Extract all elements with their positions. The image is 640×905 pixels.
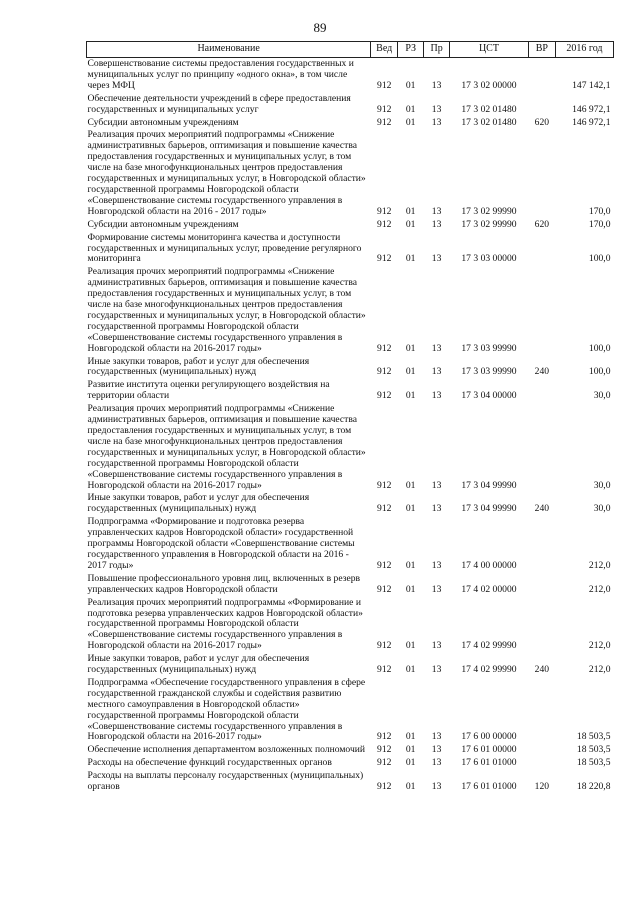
cell-rz: 01 — [405, 103, 416, 115]
cell-ved: 912 — [377, 757, 392, 769]
column-header-ved: Вед — [371, 42, 398, 58]
cell-rz: 01 — [405, 744, 416, 756]
cell-ved: 912 — [377, 640, 392, 652]
cell-amount: 30,0 — [593, 503, 611, 515]
table-row — [87, 757, 614, 770]
cell-name: Иные закупки товаров, работ и услуг для обеспечения государственных (муниципальных) нужд — [87, 492, 310, 515]
table-row — [87, 573, 614, 597]
cell-name: Развитие института оценки регулирующего воздействия на территории области — [87, 379, 330, 402]
cell-amount: 30,0 — [593, 479, 611, 491]
cell-vr — [528, 379, 555, 403]
column-header-year: 2016 год — [555, 42, 613, 58]
cell-amount: 146 972,1 — [572, 103, 611, 115]
cell-cst: 17 3 02 01480 — [461, 103, 517, 115]
table-header-row — [87, 42, 614, 58]
cell-vr — [528, 677, 555, 744]
cell-name: Субсидии автономным учреждениям — [87, 218, 239, 230]
cell-pr: 13 — [431, 218, 442, 230]
cell-pr: 13 — [431, 781, 442, 793]
cell-amount: 18 503,5 — [576, 744, 611, 756]
cell-amount: 212,0 — [588, 640, 611, 652]
cell-cst: 17 3 04 99990 — [461, 503, 517, 515]
cell-pr: 13 — [431, 559, 442, 571]
cell-ved: 912 — [377, 103, 392, 115]
cell-amount: 100,0 — [588, 366, 611, 378]
cell-rz: 01 — [405, 503, 416, 515]
cell-ved: 912 — [377, 390, 392, 402]
cell-cst: 17 3 02 99990 — [461, 218, 517, 230]
cell-rz: 01 — [405, 731, 416, 743]
cell-cst: 17 3 04 00000 — [461, 390, 517, 402]
cell-rz: 01 — [405, 366, 416, 378]
cell-amount: 212,0 — [588, 559, 611, 571]
cell-amount: 30,0 — [593, 390, 611, 402]
cell-pr: 13 — [431, 390, 442, 402]
cell-ved: 912 — [377, 559, 392, 571]
cell-pr: 13 — [431, 116, 442, 128]
cell-pr: 13 — [431, 103, 442, 115]
cell-cst: 17 6 01 01000 — [461, 781, 517, 793]
cell-vr — [528, 93, 555, 117]
table-row — [87, 379, 614, 403]
cell-ved: 912 — [377, 664, 392, 676]
cell-name: Подпрограмма «Формирование и подготовка резерва управленческих кадров Новгородской области» государственной программы Новгородской области «Совершенствование системы государственного управления в Новгородской области на 2016 - 2017 годы» — [87, 516, 355, 571]
cell-vr: 240 — [534, 503, 550, 515]
cell-cst: 17 3 02 01480 — [461, 116, 517, 128]
cell-amount: 212,0 — [588, 664, 611, 676]
cell-name: Реализация прочих мероприятий подпрограммы «Снижение административных барьеров, оптимизация и повышение качества предоставления государственных и муниципальных услуг, в том числе на базе многофункциональных центров предоставления государственных и муниципальных услуг, в Новгородской области» государственной программы Новгородской области «Совершенствование системы государственного управления в Новгородской области на 2016-2017 годы» — [87, 266, 366, 354]
table-row — [87, 356, 614, 380]
cell-amount: 18 220,8 — [576, 781, 611, 793]
cell-pr: 13 — [431, 731, 442, 743]
cell-vr — [528, 744, 555, 757]
table-row — [87, 677, 614, 744]
cell-ved: 912 — [377, 503, 392, 515]
cell-cst: 17 4 02 99990 — [461, 664, 517, 676]
cell-name: Формирование системы мониторинга качества и доступности государственных и муниципальных услуг, проведение регулярного мониторинга — [87, 231, 362, 265]
cell-pr: 13 — [431, 479, 442, 491]
cell-rz: 01 — [405, 342, 416, 354]
cell-vr — [528, 266, 555, 355]
table-row — [87, 129, 614, 218]
cell-name: Подпрограмма «Обеспечение государственного управления в сфере государственной гражданской службы и содействия развитию местного самоуправления в Новгородской области» государственной программы Новгородской области «Совершенствование системы государственного управления в Новгородской области на 2016-2017 годы» — [87, 676, 366, 743]
table-row — [87, 93, 614, 117]
cell-cst: 17 6 00 00000 — [461, 731, 517, 743]
cell-pr: 13 — [431, 366, 442, 378]
cell-rz: 01 — [405, 640, 416, 652]
cell-pr: 13 — [431, 503, 442, 515]
cell-vr — [528, 516, 555, 573]
cell-vr — [528, 232, 555, 267]
cell-name: Повышение профессионального уровня лиц, включенных в резерв управленческих кадров Новгородской области — [87, 572, 361, 595]
table-row — [87, 492, 614, 516]
cell-cst: 17 3 03 99990 — [461, 366, 517, 378]
cell-ved: 912 — [377, 781, 392, 793]
cell-name: Совершенствование системы предоставления государственных и муниципальных услуг по принципу «одного окна», в том числе через МФЦ — [87, 58, 354, 91]
cell-cst: 17 4 00 00000 — [461, 559, 517, 571]
cell-rz: 01 — [405, 116, 416, 128]
table-row — [87, 597, 614, 654]
cell-ved: 912 — [377, 253, 392, 265]
cell-name: Обеспечение деятельности учреждений в сфере предоставления государственных и муниципальных услуг — [87, 92, 351, 115]
cell-rz: 01 — [405, 583, 416, 595]
cell-pr: 13 — [431, 253, 442, 265]
cell-rz: 01 — [405, 205, 416, 217]
cell-ved: 912 — [377, 342, 392, 354]
column-header-pr: Пр — [424, 42, 450, 58]
cell-pr: 13 — [431, 583, 442, 595]
cell-pr: 13 — [431, 205, 442, 217]
table-row — [87, 653, 614, 677]
cell-vr: 620 — [534, 116, 550, 128]
cell-vr — [528, 597, 555, 654]
cell-name: Иные закупки товаров, работ и услуг для обеспечения государственных (муниципальных) нужд — [87, 355, 310, 378]
cell-cst: 17 4 02 99990 — [461, 640, 517, 652]
cell-vr: 120 — [534, 781, 550, 793]
cell-amount: 212,0 — [588, 583, 611, 595]
column-header-rz: РЗ — [398, 42, 424, 58]
cell-vr — [528, 757, 555, 770]
cell-rz: 01 — [405, 757, 416, 769]
cell-vr — [528, 129, 555, 218]
cell-amount: 18 503,5 — [576, 757, 611, 769]
cell-name: Расходы на обеспечение функций государственных органов — [87, 757, 332, 769]
cell-ved: 912 — [377, 366, 392, 378]
cell-vr — [528, 573, 555, 597]
cell-amount: 146 972,1 — [572, 116, 611, 128]
cell-rz: 01 — [405, 781, 416, 793]
cell-rz: 01 — [405, 479, 416, 491]
cell-cst: 17 3 02 99990 — [461, 205, 517, 217]
table-body — [87, 58, 614, 795]
cell-pr: 13 — [431, 79, 442, 91]
cell-amount: 18 503,5 — [576, 731, 611, 743]
cell-name: Иные закупки товаров, работ и услуг для обеспечения государственных (муниципальных) нужд — [87, 653, 310, 676]
cell-ved: 912 — [377, 731, 392, 743]
cell-cst: 17 6 01 00000 — [461, 744, 517, 756]
column-header-vr: ВР — [528, 42, 555, 58]
table-row — [87, 266, 614, 355]
cell-name: Реализация прочих мероприятий подпрограммы «Снижение административных барьеров, оптимизация и повышение качества предоставления государственных и муниципальных услуг, в том числе на базе многофункциональных центров предоставления государственных и муниципальных услуг, в Новгородской области» государственной программы Новгородской области «Совершенствование системы государственного управления в Новгородской области на 2016 - 2017 годы» — [87, 129, 366, 217]
cell-ved: 912 — [377, 79, 392, 91]
table-row — [87, 770, 614, 794]
cell-vr: 240 — [534, 366, 550, 378]
cell-name: Реализация прочих мероприятий подпрограммы «Снижение административных барьеров, оптимизация и повышение качества предоставления государственных и муниципальных услуг, в том числе на базе многофункциональных центров предоставления государственных и муниципальных услуг, в Новгородской области» государственной программы Новгородской области «Совершенствование системы государственного управления в Новгородской области на 2016-2017 годы» — [87, 403, 366, 491]
cell-rz: 01 — [405, 559, 416, 571]
cell-rz: 01 — [405, 253, 416, 265]
table-row — [87, 117, 614, 130]
cell-amount: 147 142,1 — [572, 79, 611, 91]
cell-pr: 13 — [431, 640, 442, 652]
cell-ved: 912 — [377, 583, 392, 595]
cell-cst: 17 6 01 01000 — [461, 757, 517, 769]
cell-pr: 13 — [431, 342, 442, 354]
cell-amount: 170,0 — [588, 218, 611, 230]
cell-name: Субсидии автономным учреждениям — [87, 116, 239, 128]
table-row — [87, 516, 614, 573]
cell-cst: 17 4 02 00000 — [461, 583, 517, 595]
cell-cst: 17 3 03 00000 — [461, 253, 517, 265]
cell-name: Расходы на выплаты персоналу государственных (муниципальных) органов — [87, 770, 364, 793]
cell-cst: 17 3 02 00000 — [461, 79, 517, 91]
cell-vr: 620 — [534, 218, 550, 230]
budget-table — [86, 41, 614, 794]
column-header-name: Наименование — [87, 42, 371, 58]
cell-name: Обеспечение исполнения департаментом возложенных полномочий — [87, 744, 366, 756]
cell-ved: 912 — [377, 744, 392, 756]
cell-ved: 912 — [377, 218, 392, 230]
cell-vr: 240 — [534, 664, 550, 676]
column-header-cst: ЦСТ — [450, 42, 529, 58]
cell-cst: 17 3 04 99990 — [461, 479, 517, 491]
table-row — [87, 219, 614, 232]
cell-vr — [528, 403, 555, 492]
cell-ved: 912 — [377, 205, 392, 217]
cell-pr: 13 — [431, 757, 442, 769]
table-row — [87, 744, 614, 757]
table-row — [87, 58, 614, 93]
cell-rz: 01 — [405, 79, 416, 91]
page-number: 89 — [313, 20, 327, 35]
cell-vr — [528, 58, 555, 93]
cell-rz: 01 — [405, 390, 416, 402]
cell-rz: 01 — [405, 218, 416, 230]
cell-name: Реализация прочих мероприятий подпрограммы «Формирование и подготовка резерва управленческих кадров Новгородской области» государственной программы Новгородской области «Совершенствование системы государственного управления в Новгородской области на 2016-2017 годы» — [87, 596, 363, 652]
cell-amount: 100,0 — [588, 253, 611, 265]
cell-amount: 170,0 — [588, 205, 611, 217]
table-row — [87, 232, 614, 267]
cell-rz: 01 — [405, 664, 416, 676]
cell-amount: 100,0 — [588, 342, 611, 354]
cell-ved: 912 — [377, 479, 392, 491]
cell-pr: 13 — [431, 744, 442, 756]
table-row — [87, 403, 614, 492]
cell-cst: 17 3 03 99990 — [461, 342, 517, 354]
cell-pr: 13 — [431, 664, 442, 676]
cell-ved: 912 — [377, 116, 392, 128]
